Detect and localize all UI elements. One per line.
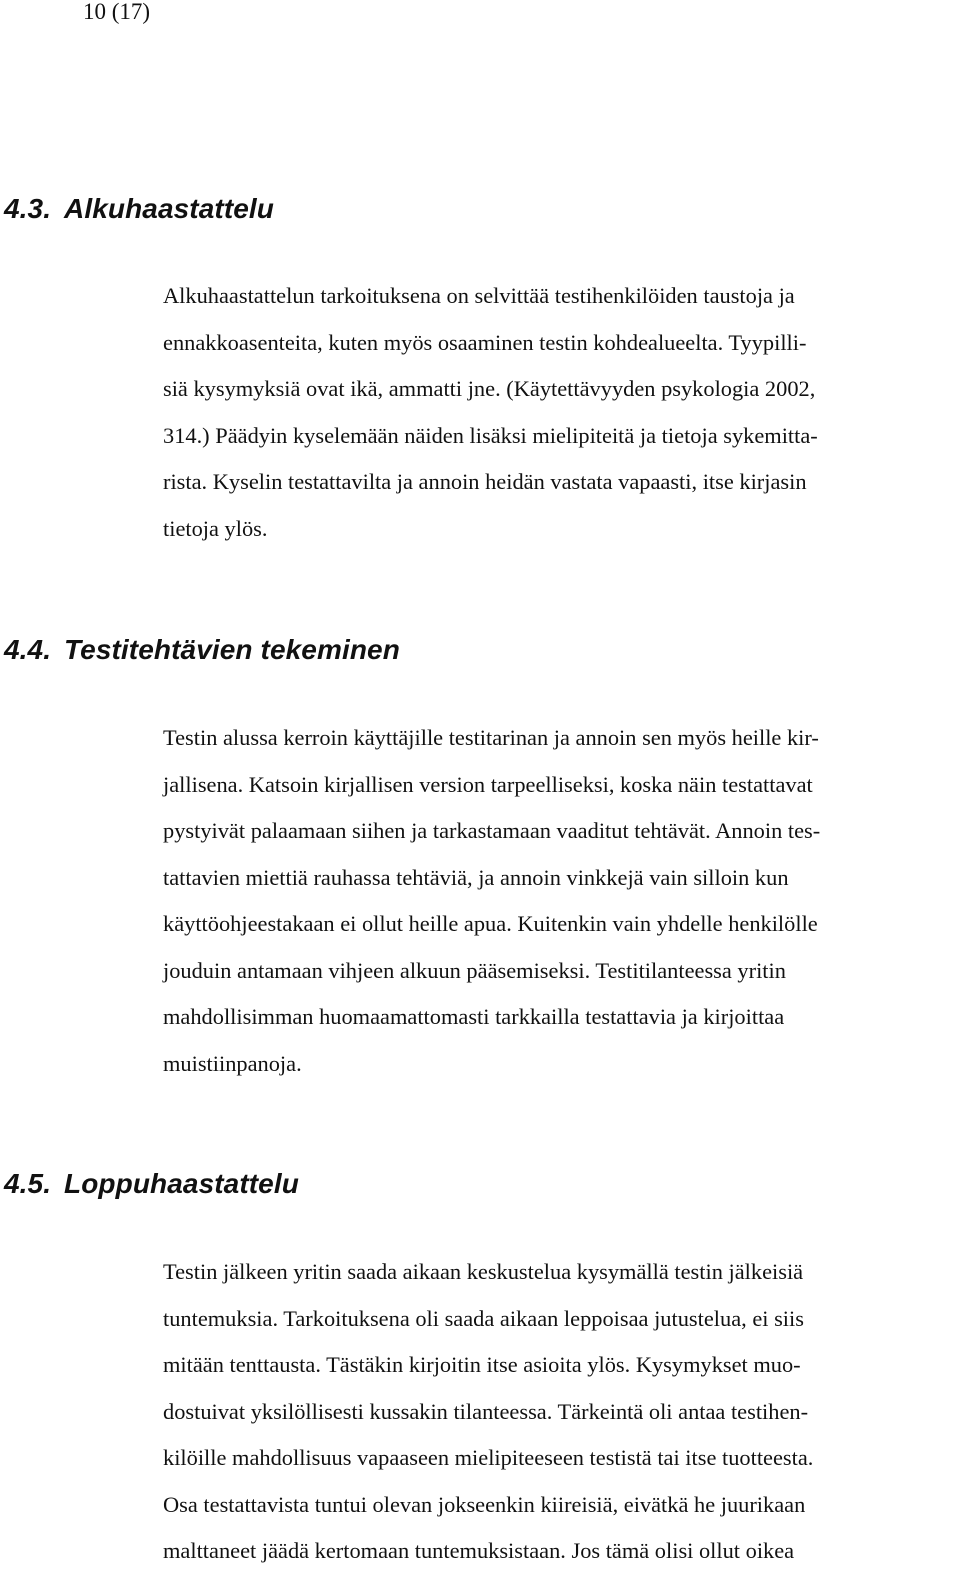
section-4-4-paragraph	[163, 715, 820, 1087]
section-number: 4.3.	[4, 193, 52, 224]
paragraph-line: siä kysymyksiä ovat ikä, ammatti jne. (Käytettävyyden psykologia 2002,	[163, 376, 816, 401]
paragraph-line: ennakkoasenteita, kuten myös osaaminen testin kohdealueelta. Tyypilli-	[163, 329, 807, 355]
section-title: Alkuhaastattelu	[64, 193, 274, 224]
paragraph-line: kilöille mahdollisuus vapaaseen mielipiteeseen testistä tai itse tuotteesta.	[163, 1445, 814, 1470]
paragraph-line: tietoja ylös.	[163, 515, 268, 541]
paragraph-line: rista. Kyselin testattavilta ja annoin heidän vastata vapaasti, itse kirjasin	[163, 469, 807, 494]
section-number: 4.5.	[4, 1168, 52, 1199]
paragraph-line: Testin jälkeen yritin saada aikaan keskustelua kysymällä testin jälkeisiä	[163, 1259, 804, 1284]
section-heading-4-5	[4, 1167, 299, 1201]
section-title: Testitehtävien tekeminen	[64, 634, 400, 665]
paragraph-line: jouduin antamaan vihjeen alkuun pääsemiseksi. Testitilanteessa yritin	[163, 957, 786, 983]
section-heading-4-3	[4, 192, 274, 226]
paragraph-line: Alkuhaastattelun tarkoituksena on selvittää testihenkilöiden taustoja ja	[163, 283, 795, 308]
section-4-3-paragraph	[163, 273, 818, 552]
paragraph-line: tuntemuksia. Tarkoituksena oli saada aikaan leppoisaa jutustelua, ei siis	[163, 1305, 804, 1331]
paragraph-line: 314.) Päädyin kyselemään näiden lisäksi mielipiteitä ja tietoja sykemitta-	[163, 422, 818, 448]
section-title: Loppuhaastattelu	[64, 1168, 299, 1199]
page-number: 10 (17)	[83, 0, 151, 24]
paragraph-line: Osa testattavista tuntui olevan jokseenkin kiireisiä, eivätkä he juurikaan	[163, 1491, 806, 1517]
section-heading-4-4	[4, 633, 400, 667]
paragraph-line: Testin alussa kerroin käyttäjille testitarinan ja annoin sen myös heille kir-	[163, 725, 819, 750]
section-number: 4.4.	[4, 634, 52, 665]
paragraph-line: jallisena. Katsoin kirjallisen version tarpeelliseksi, koska näin testattavat	[163, 771, 813, 797]
paragraph-line: pystyivät palaamaan siihen ja tarkastamaan vaaditut tehtävät. Annoin tes-	[163, 818, 821, 843]
paragraph-line: dostuivat yksilöllisesti kussakin tilanteessa. Tärkeintä oli antaa testihen-	[163, 1398, 809, 1424]
paragraph-line: malttaneet jäädä kertomaan tuntemuksistaan. Jos tämä olisi ollut oikea	[163, 1538, 795, 1563]
paragraph-line: käyttöohjeestakaan ei ollut heille apua. Kuitenkin vain yhdelle henkilölle	[163, 911, 818, 936]
paragraph-line: tattavien miettiä rauhassa tehtäviä, ja annoin vinkkejä vain silloin kun	[163, 864, 789, 890]
paragraph-line: mitään tenttausta. Tästäkin kirjoitin itse asioita ylös. Kysymykset muo-	[163, 1352, 801, 1377]
paragraph-line: muistiinpanoja.	[163, 1050, 302, 1076]
section-4-5-paragraph	[163, 1249, 813, 1575]
paragraph-line: mahdollisimman huomaamattomasti tarkkailla testattavia ja kirjoittaa	[163, 1004, 785, 1029]
